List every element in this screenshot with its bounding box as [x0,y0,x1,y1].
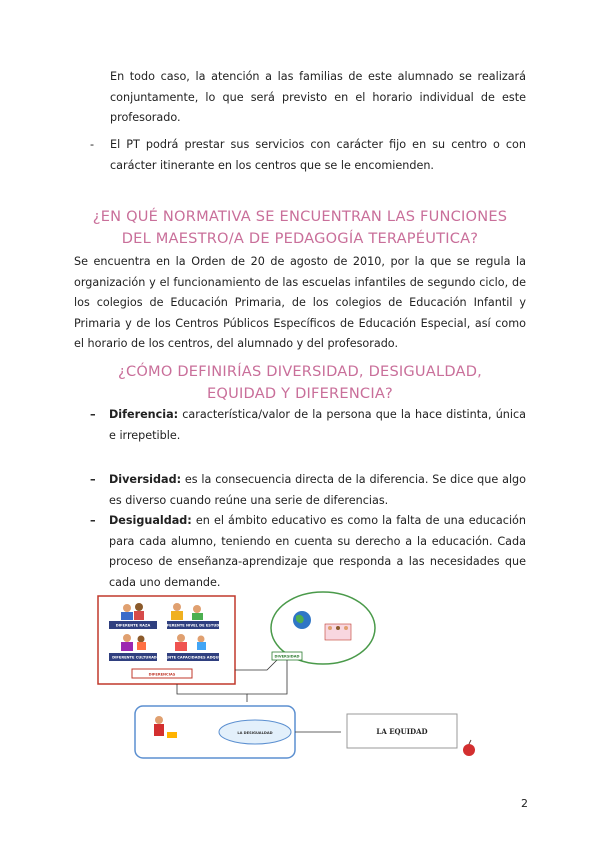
definition-text: característica/valor de la persona que la hace distinta, única e irrepetible. [109,408,526,442]
definition-term: Diferencia: [109,408,179,421]
heading-line: ¿CÓMO DEFINIRÍAS DIVERSIDAD, DESIGUALDAD, [118,363,482,380]
cell-capacidades-label: DIFERENTE CAPACIDADES ADQUIRIDAS [153,655,233,660]
diversidad-label: DIVERSIDAD [274,654,300,659]
connector-line [247,660,287,694]
equidad-label: LA EQUIDAD [376,727,428,736]
definition-text: en el ámbito educativo es como la falta de una educación para cada alumno, teniendo en cuenta su derecho a la educación. Cada proceso de enseñanza-aprendizaje que responda a las necesidades que cada uno demande. [109,514,526,589]
page-number: 2 [521,797,528,810]
globe-icon [293,611,311,629]
list-item-text: El PT podrá prestar sus servicios con carácter fijo en su centro o con carácter itinerante en los centros que se le encomienden. [110,138,526,172]
list-dash: – [90,473,96,486]
heading-line: DEL MAESTRO/A DE PEDAGOGÍA TERAPÉUTICA? [121,230,479,247]
list-item [90,135,526,176]
list-dash: – [90,408,96,421]
section-heading-normativa [60,206,540,250]
definition-term: Desigualdad: [109,514,192,527]
list-dash: - [90,138,95,151]
heading-line: EQUIDAD Y DIFERENCIA? [207,385,393,402]
cell-raza-label: DIFERENTE RAZA [115,623,151,628]
section-heading-definiciones [60,361,540,405]
children-group-icon [325,624,351,640]
normativa-paragraph: Se encuentra en la Orden de 20 de agosto de 2010, por la que se regula la organización y el funcionamiento de las escuelas infantiles de segundo ciclo, de los colegios de Educación Primaria, de los colegios de Educación Infantil y Primaria y de los Centros Públicos Específicos de Educación Especial, así como el horario de los centros, del alumnado y del profesorado. [74,255,526,350]
list-dash: – [90,514,96,527]
diversity-diagram [97,590,480,770]
definition-item-diversidad [90,470,526,511]
definition-text: es la consecuencia directa de la diferencia. Se dice que algo es diverso cuando reúne una serie de diferencias. [109,473,526,507]
heading-line: ¿EN QUÉ NORMATIVA SE ENCUENTRAN LAS FUNCIONES [92,208,508,225]
connector-line [177,684,247,702]
definition-term: Diversidad: [109,473,182,486]
apple-icon [463,740,475,756]
definition-item-desigualdad [90,511,526,593]
definition-item-diferencia [90,405,526,446]
cell-estudio-label: DIFERENTE NIVEL DE ESTUDIO [162,623,224,628]
cell-cultura-label: DIFERENTE CULTURA [112,655,154,660]
diferencias-label: DIFERENCIAS [148,672,176,677]
desigualdad-label: LA DESIGUALDAD [237,731,273,735]
intro-paragraph: En todo caso, la atención a las familias de este alumnado se realizará conjuntamente, lo que será previsto en el horario individual de este profesorado. [110,70,526,124]
